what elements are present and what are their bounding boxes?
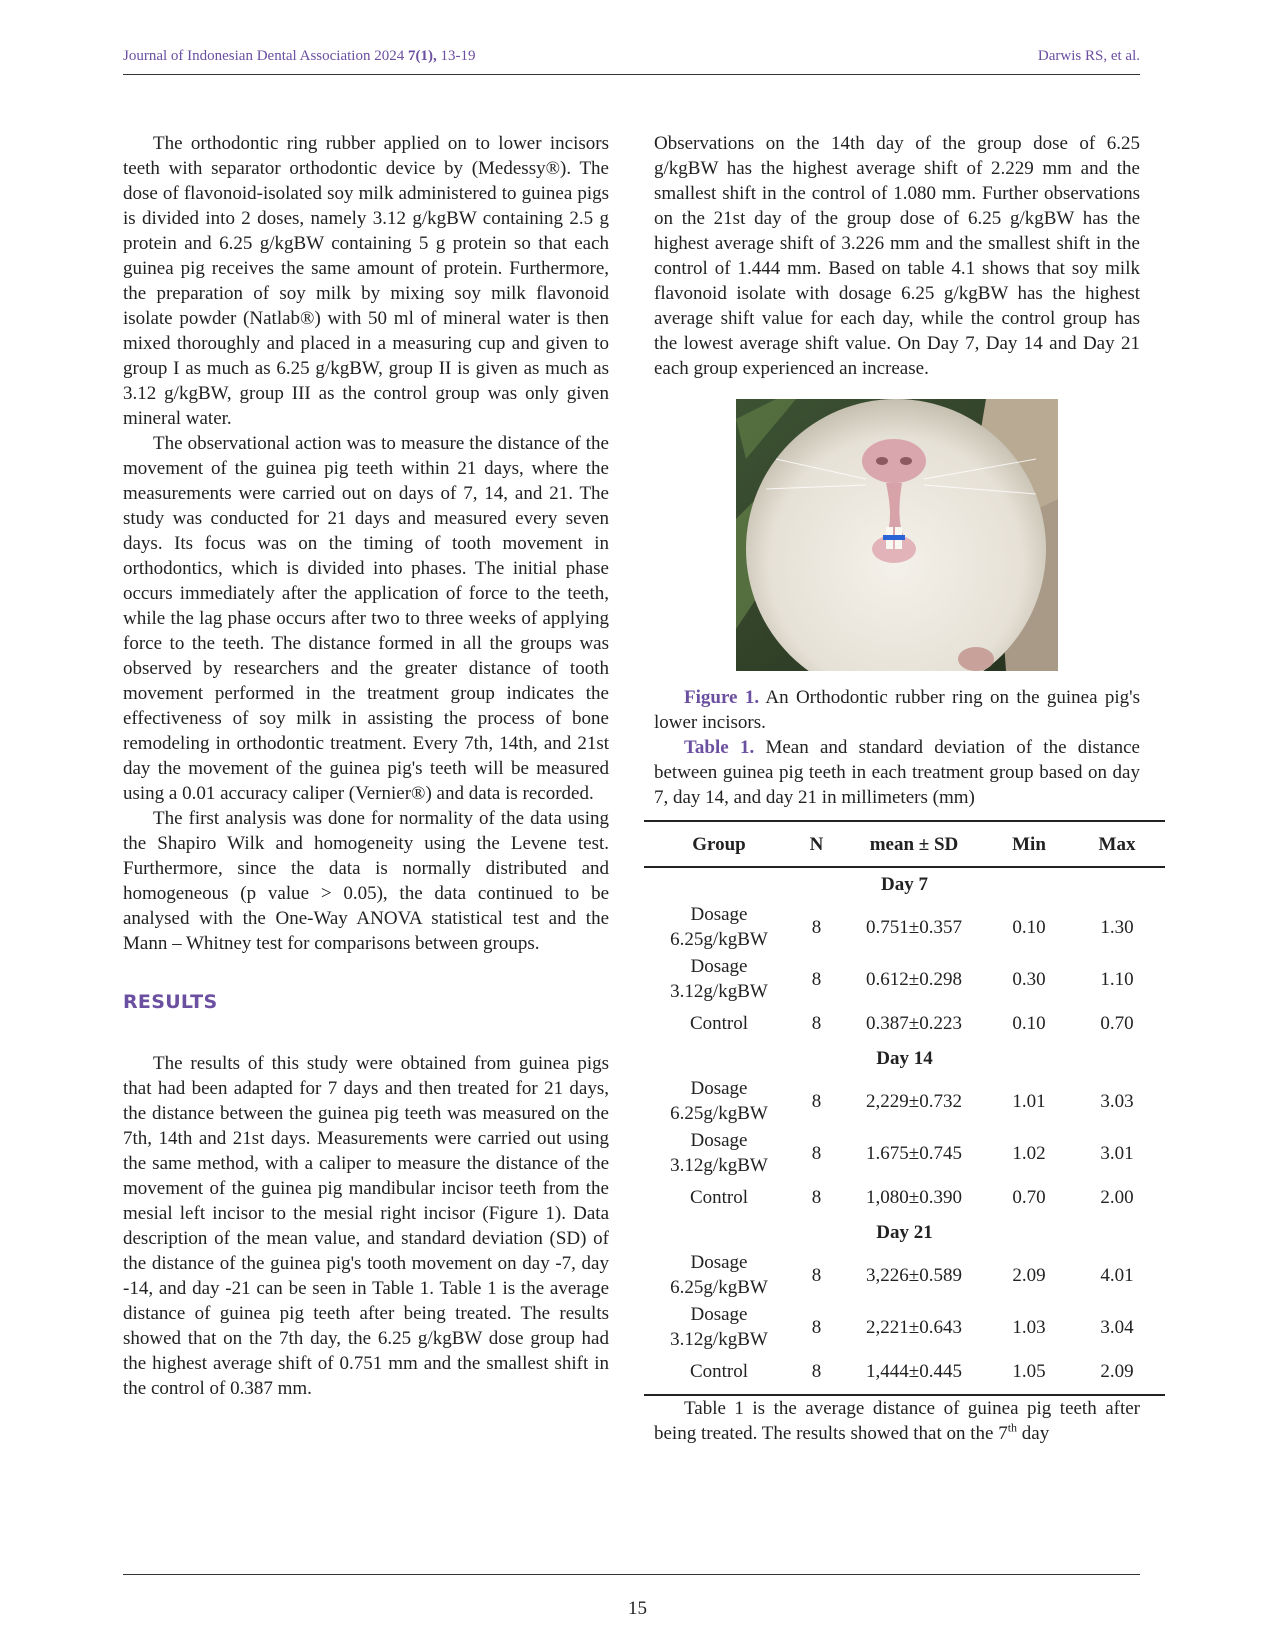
guinea-pig-photo bbox=[736, 399, 1058, 671]
group-cell: Dosage 3.12g/kgBW bbox=[670, 1304, 768, 1350]
max-cell: 2.00 bbox=[1100, 1187, 1134, 1208]
volume-issue: 7(1), bbox=[407, 48, 437, 64]
min-cell: 0.10 bbox=[1012, 916, 1046, 938]
results-paragraph-3-text: Table 1 is the average distance of guinea pig teeth after being treated. The results showed that on the 7 bbox=[654, 1398, 1140, 1444]
n-cell: 8 bbox=[811, 1013, 822, 1034]
table-row bbox=[644, 1301, 1165, 1353]
min-cell: 1.05 bbox=[989, 1353, 1069, 1395]
max-cell: 0.70 bbox=[1100, 1013, 1134, 1034]
methods-paragraph-2: The observational action was to measure the distance of the movement of the guinea pig teeth within 21 days, where the measurements were carried out on days of 7, 14, and 21. The study was conducted for 21 days and measured every seven days. Its focus was on the timing of tooth movement in orthodontics, which is divided into phases. The initial phase occurs immediately after the application of force to the teeth, while the lag phase occurs after two to three weeks of applying force to the teeth. The distance formed in all the groups was observed by researchers and the greater distance of tooth movement performed in the treatment group indicates the effectiveness of soy milk in assisting the process of bone remodeling in orthodontic treatment. Every 7th, 14th, and 21st day the movement of the guinea pig's teeth will be measured using a 0.01 accuracy caliper (Vernier®) and data is recorded. bbox=[123, 433, 609, 804]
footer-rule bbox=[123, 1574, 1140, 1575]
n-cell: 8 bbox=[811, 1264, 822, 1286]
n-cell: 8 bbox=[811, 916, 822, 938]
table-row bbox=[644, 953, 1165, 1005]
group-cell: Control bbox=[689, 1187, 749, 1208]
methods-paragraph-3: The first analysis was done for normality of the data using the Shapiro Wilk and homogeneity using the Levene test. Furthermore, since the data is normally distributed and homogeneous (p value > 0.05), the data continued to be analysed with the One-Way ANOVA statistical test and the Mann – Whitney test for comparisons between groups. bbox=[123, 808, 609, 954]
table-day-separator bbox=[644, 1216, 1165, 1249]
min-cell: 1.02 bbox=[1012, 1142, 1046, 1164]
mean-sd-cell: 2,229±0.732 bbox=[866, 1090, 962, 1112]
group-cell: Dosage 6.25g/kgBW bbox=[670, 1252, 768, 1298]
n-cell: 8 bbox=[811, 1187, 822, 1208]
min-cell: 1.03 bbox=[1012, 1316, 1046, 1338]
results-table bbox=[644, 820, 1165, 1396]
results-paragraph-2: Observations on the 14th day of the group dose of 6.25 g/kgBW has the highest average shift of 2.229 mm and the smallest shift in the control of 1.080 mm. Further observations on the 21st day of the group dose of 6.25 g/kgBW has the highest average shift of 3.226 mm and the smallest shift in the control of 1.444 mm. Based on table 4.1 shows that soy milk flavonoid isolate with dosage 6.25 g/kgBW has the highest average shift value for each day, while the control group has the lowest average shift value. On Day 7, Day 14 and Day 21 each group experienced an increase. bbox=[654, 133, 1140, 379]
mean-sd-cell: 3,226±0.589 bbox=[866, 1264, 962, 1286]
day-14-label: Day 14 bbox=[876, 1048, 933, 1069]
group-cell: Dosage 3.12g/kgBW bbox=[670, 1130, 768, 1176]
table-row bbox=[644, 1353, 1165, 1395]
n-cell: 8 bbox=[811, 1316, 822, 1338]
table-row bbox=[644, 1075, 1165, 1127]
figure-label: Figure 1. bbox=[684, 687, 760, 708]
mean-sd-cell: 1,444±0.445 bbox=[839, 1353, 989, 1395]
min-cell: 2.09 bbox=[1012, 1264, 1046, 1286]
table-day-separator bbox=[644, 1042, 1165, 1075]
page-range: 13-19 bbox=[436, 48, 476, 64]
guinea-pig-photo-illustration bbox=[736, 399, 1058, 671]
column-header-n: N bbox=[794, 821, 839, 867]
right-column bbox=[654, 131, 1140, 1446]
results-heading: RESULTS bbox=[123, 991, 218, 1013]
max-cell: 4.01 bbox=[1100, 1264, 1134, 1286]
table-caption-text: Mean and standard deviation of the distance between guinea pig teeth in each treatment group based on day 7, day 14, and day 21 in millimeters (mm) bbox=[654, 737, 1140, 808]
table-row bbox=[644, 1005, 1165, 1042]
max-cell: 3.03 bbox=[1100, 1090, 1134, 1112]
mean-sd-cell: 1.675±0.745 bbox=[866, 1142, 962, 1164]
table-row bbox=[644, 1179, 1165, 1216]
methods-paragraph-1: The orthodontic ring rubber applied on to lower incisors teeth with separator orthodontic device by (Medessy®). The dose of flavonoid-isolated soy milk administered to guinea pigs is divided into 2 doses, namely 3.12 g/kgBW containing 2.5 g protein and 6.25 g/kgBW containing 5 g protein so that each guinea pig receives the same amount of protein. Furthermore, the preparation of soy milk by mixing soy milk flavonoid isolate powder (Natlab®) with 50 ml of mineral water is then mixed thoroughly and placed in a measuring cup and given to group I as much as 6.25 g/kgBW, group II is given as much as 3.12 g/kgBW, group III as the control group was only given mineral water. bbox=[123, 133, 609, 429]
column-header-mean-sd: mean ± SD bbox=[839, 821, 989, 867]
column-header-min: Min bbox=[989, 821, 1069, 867]
column-header-max: Max bbox=[1069, 821, 1165, 867]
table-row bbox=[644, 1127, 1165, 1179]
results-paragraph-3 bbox=[654, 1396, 1140, 1446]
min-cell: 0.70 bbox=[1012, 1187, 1046, 1208]
max-cell: 3.04 bbox=[1100, 1316, 1134, 1338]
journal-name: Journal of Indonesian Dental Association 2024 bbox=[123, 48, 408, 64]
n-cell: 8 bbox=[811, 1142, 822, 1164]
n-cell: 8 bbox=[811, 1090, 822, 1112]
table-label: Table 1. bbox=[684, 737, 755, 758]
left-column bbox=[123, 131, 609, 1401]
page-header bbox=[123, 44, 1140, 75]
table-row bbox=[644, 901, 1165, 953]
min-cell: 0.30 bbox=[1012, 968, 1046, 990]
group-cell: Control bbox=[644, 1353, 794, 1395]
mean-sd-cell: 0.751±0.357 bbox=[866, 916, 962, 938]
results-paragraph-1: The results of this study were obtained from guinea pigs that had been adapted for 7 days and then treated for 21 days, the distance between the guinea pig teeth was measured on the 7th, 14th and 21st days. Measurements were carried out using the same method, with a caliper to measure the distance of the movement of the guinea pig mandibular incisor teeth from the mesial left incisor to the mesial right incisor (Figure 1). Data description of the mean value, and standard deviation (SD) of the distance of the guinea pig's tooth movement on day -7, day -14, and day -21 can be seen in Table 1. Table 1 is the average distance of guinea pig teeth after being treated. The results showed that on the 7th day, the 6.25 g/kgBW dose group had the highest average shift of 0.751 mm and the smallest shift in the control of 0.387 mm. bbox=[123, 1053, 609, 1399]
max-cell: 2.09 bbox=[1069, 1353, 1165, 1395]
table-header-row bbox=[644, 821, 1165, 867]
header-authors: Darwis RS, et al. bbox=[1037, 48, 1140, 64]
ordinal-superscript: th bbox=[1007, 1420, 1018, 1435]
n-cell: 8 bbox=[811, 968, 822, 990]
mean-sd-cell: 2,221±0.643 bbox=[866, 1316, 962, 1338]
group-cell: Control bbox=[689, 1013, 749, 1034]
mean-sd-cell: 1,080±0.390 bbox=[866, 1187, 962, 1208]
results-paragraph-3-end: day bbox=[1017, 1423, 1050, 1444]
n-cell: 8 bbox=[794, 1353, 839, 1395]
max-cell: 1.30 bbox=[1100, 916, 1134, 938]
group-cell: Dosage 6.25g/kgBW bbox=[670, 1078, 768, 1124]
column-header-group: Group bbox=[644, 821, 794, 867]
max-cell: 1.10 bbox=[1100, 968, 1134, 990]
mean-sd-cell: 0.387±0.223 bbox=[866, 1013, 962, 1034]
page-number: 15 bbox=[628, 1598, 647, 1619]
group-cell: Dosage 3.12g/kgBW bbox=[670, 956, 768, 1002]
mean-sd-cell: 0.612±0.298 bbox=[866, 968, 962, 990]
journal-citation bbox=[123, 48, 475, 65]
table-row bbox=[644, 1249, 1165, 1301]
min-cell: 1.01 bbox=[1012, 1090, 1046, 1112]
day-7-label: Day 7 bbox=[881, 874, 928, 895]
table-caption bbox=[654, 735, 1140, 810]
day-21-label: Day 21 bbox=[876, 1222, 933, 1243]
min-cell: 0.10 bbox=[1012, 1013, 1046, 1034]
max-cell: 3.01 bbox=[1100, 1142, 1134, 1164]
figure-caption-text: An Orthodontic rubber ring on the guinea pig's lower incisors. bbox=[654, 687, 1140, 733]
group-cell: Dosage 6.25g/kgBW bbox=[670, 904, 768, 950]
figure-caption bbox=[654, 685, 1140, 735]
table-day-separator bbox=[644, 867, 1165, 901]
